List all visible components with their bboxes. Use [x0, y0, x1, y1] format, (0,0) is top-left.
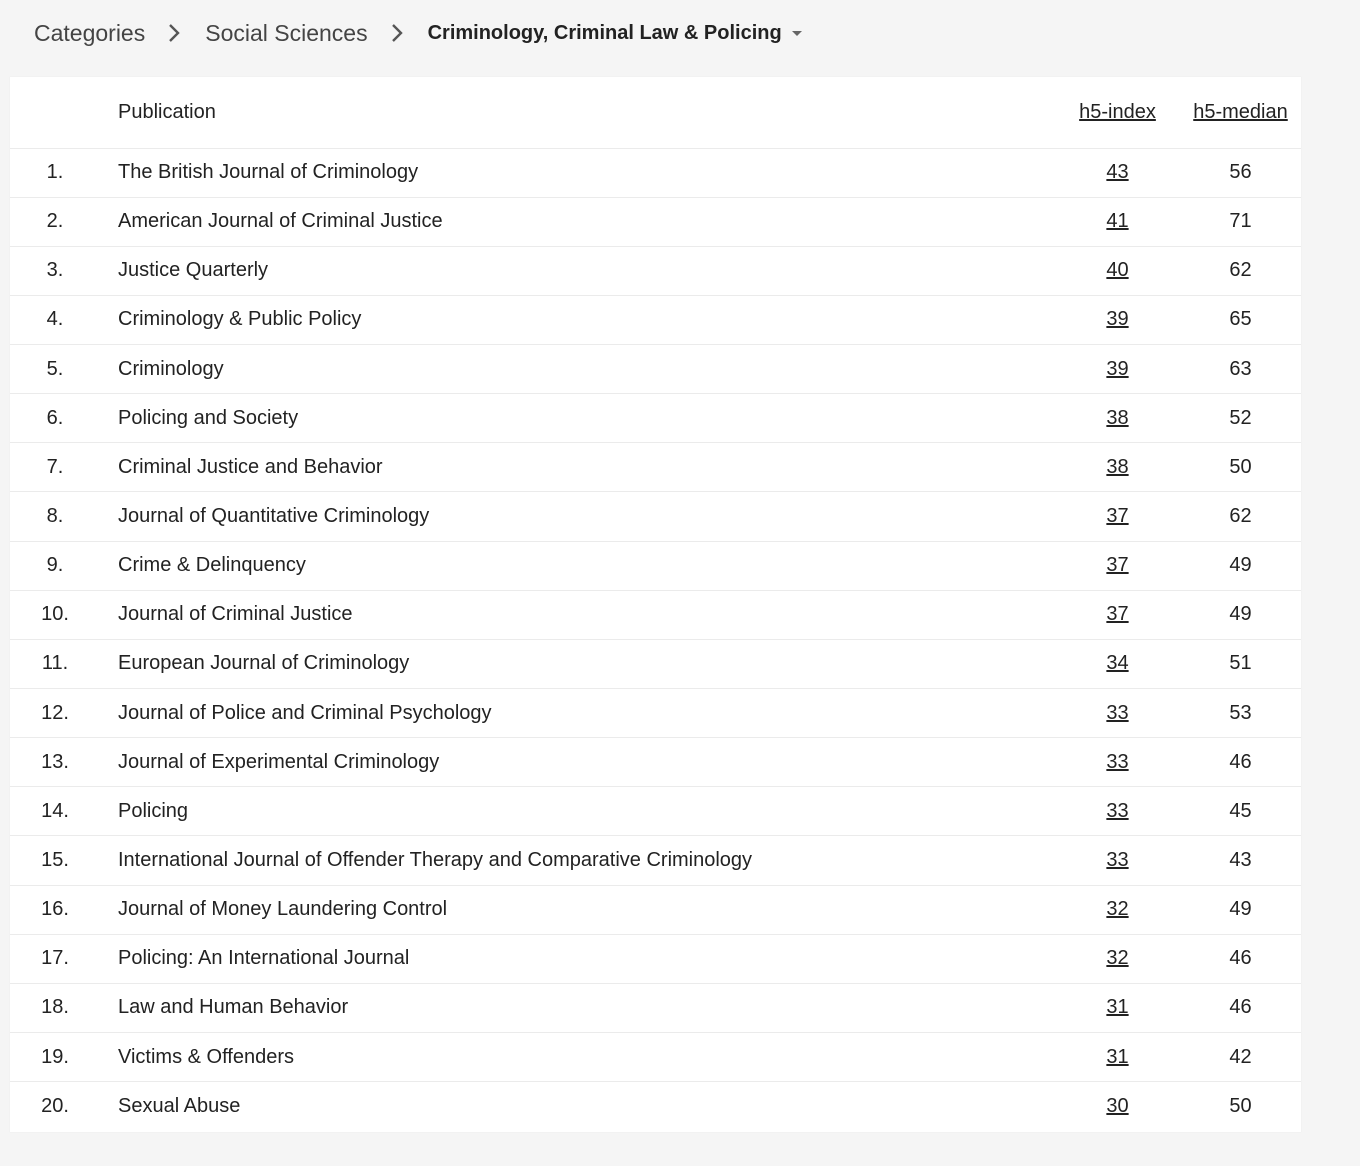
rank-header	[10, 77, 118, 148]
h5-median-cell: 49	[1229, 603, 1252, 626]
h5-index-cell	[1055, 1082, 1180, 1131]
h5-median-cell: 49	[1229, 554, 1252, 577]
h5-median-cell: 71	[1229, 210, 1252, 233]
h5-index-link[interactable]: 37	[1106, 554, 1129, 577]
rank-cell: 19.	[41, 1045, 69, 1068]
breadcrumb	[34, 0, 802, 66]
h5-index-cell	[1055, 787, 1180, 836]
rank-cell: 17.	[41, 947, 69, 970]
table-row	[10, 1082, 1301, 1131]
rank-cell: 11.	[41, 652, 69, 675]
table-row	[10, 934, 1301, 983]
table-row	[10, 689, 1301, 738]
h5-index-cell	[1055, 541, 1180, 590]
table-row	[10, 148, 1301, 197]
table-body	[10, 148, 1301, 1131]
h5-median-cell: 56	[1229, 161, 1252, 184]
h5-index-cell	[1055, 738, 1180, 787]
publication-title[interactable]: Journal of Money Laundering Control	[118, 898, 448, 921]
h5-median-header[interactable]	[1180, 77, 1301, 148]
publication-title[interactable]: Policing: An International Journal	[118, 947, 410, 970]
publication-title[interactable]: Policing	[118, 799, 189, 822]
publication-title[interactable]: Victims & Offenders	[118, 1045, 294, 1068]
publication-title[interactable]: Sexual Abuse	[118, 1094, 241, 1117]
h5-index-link[interactable]: 41	[1106, 210, 1129, 233]
table-row	[10, 197, 1301, 246]
h5-median-cell: 62	[1229, 259, 1252, 282]
rank-cell: 4.	[46, 308, 64, 331]
rank-cell: 2.	[46, 210, 64, 233]
h5-median-cell: 53	[1229, 701, 1252, 724]
chevron-right-icon	[167, 23, 181, 43]
publication-title[interactable]: Law and Human Behavior	[118, 996, 349, 1019]
h5-index-cell	[1055, 983, 1180, 1032]
publications-table	[10, 77, 1301, 1131]
publication-title[interactable]: The British Journal of Criminology	[118, 161, 419, 184]
h5-index-link[interactable]: 31	[1106, 996, 1129, 1019]
h5-index-cell	[1055, 590, 1180, 639]
h5-index-cell	[1055, 934, 1180, 983]
h5-median-cell: 50	[1229, 455, 1252, 478]
h5-index-link[interactable]: 33	[1106, 799, 1129, 822]
h5-median-sort-link[interactable]: h5-median	[1193, 100, 1288, 123]
h5-index-link[interactable]: 34	[1106, 652, 1129, 675]
rank-cell: 9.	[46, 554, 64, 577]
h5-index-cell	[1055, 492, 1180, 541]
h5-index-link[interactable]: 33	[1106, 750, 1129, 773]
h5-index-link[interactable]: 37	[1106, 603, 1129, 626]
h5-index-cell	[1055, 885, 1180, 934]
subcategory-dropdown[interactable]	[428, 22, 802, 45]
rank-cell: 20.	[41, 1094, 69, 1117]
h5-index-link[interactable]: 39	[1106, 357, 1129, 380]
rank-cell: 12.	[41, 701, 69, 724]
h5-median-cell: 46	[1229, 750, 1252, 773]
h5-index-cell	[1055, 345, 1180, 394]
h5-index-cell	[1055, 246, 1180, 295]
caret-down-icon	[792, 31, 802, 36]
rank-cell: 15.	[41, 849, 69, 872]
h5-median-cell: 45	[1229, 799, 1252, 822]
h5-median-cell: 46	[1229, 996, 1252, 1019]
rank-cell: 3.	[46, 259, 64, 282]
h5-index-link[interactable]: 43	[1106, 161, 1129, 184]
table-row	[10, 639, 1301, 688]
table-row	[10, 541, 1301, 590]
table-row	[10, 492, 1301, 541]
publication-header: Publication	[118, 100, 216, 123]
publication-title[interactable]: Journal of Police and Criminal Psychology	[118, 701, 492, 724]
table-row	[10, 836, 1301, 885]
h5-index-link[interactable]: 32	[1106, 947, 1129, 970]
publication-title[interactable]: Journal of Experimental Criminology	[118, 750, 440, 773]
h5-index-link[interactable]: 32	[1106, 898, 1129, 921]
h5-index-cell	[1055, 394, 1180, 443]
rank-cell: 14.	[41, 799, 69, 822]
chevron-right-icon	[390, 23, 404, 43]
table-row	[10, 246, 1301, 295]
publication-title[interactable]: European Journal of Criminology	[118, 652, 410, 675]
h5-index-link[interactable]: 40	[1106, 259, 1129, 282]
rank-cell: 10.	[41, 603, 69, 626]
rank-cell: 18.	[41, 996, 69, 1019]
table-row	[10, 443, 1301, 492]
h5-index-cell	[1055, 639, 1180, 688]
breadcrumb-social-sciences[interactable]: Social Sciences	[205, 19, 368, 46]
table-row	[10, 345, 1301, 394]
rank-cell: 13.	[41, 750, 69, 773]
h5-index-link[interactable]: 31	[1106, 1045, 1129, 1068]
publication-title[interactable]: Criminal Justice and Behavior	[118, 455, 383, 478]
table-row	[10, 885, 1301, 934]
breadcrumb-categories[interactable]: Categories	[34, 19, 146, 46]
subcategory-dropdown-label: Criminology, Criminal Law & Policing	[427, 21, 782, 44]
publication-title[interactable]: Journal of Criminal Justice	[118, 603, 353, 626]
h5-index-link[interactable]: 30	[1106, 1094, 1129, 1117]
table-header-row	[10, 77, 1301, 148]
publication-title[interactable]: Crime & Delinquency	[118, 554, 306, 577]
h5-index-link[interactable]: 33	[1106, 849, 1129, 872]
publication-title[interactable]: Journal of Quantitative Criminology	[118, 505, 430, 528]
publication-title[interactable]: Justice Quarterly	[118, 259, 269, 282]
table-row	[10, 738, 1301, 787]
publication-title[interactable]: International Journal of Offender Therapy and Comparative Criminology	[118, 849, 753, 872]
h5-median-cell: 63	[1229, 357, 1252, 380]
h5-index-cell	[1055, 295, 1180, 344]
publication-title[interactable]: Criminology	[118, 357, 224, 380]
rank-cell: 1.	[46, 161, 64, 184]
publication-title[interactable]: Policing and Society	[118, 406, 299, 429]
h5-median-cell: 43	[1229, 849, 1252, 872]
h5-median-cell: 52	[1229, 406, 1252, 429]
table-row	[10, 590, 1301, 639]
publication-title[interactable]: Criminology & Public Policy	[118, 308, 362, 331]
table-row	[10, 1033, 1301, 1082]
h5-median-cell: 50	[1229, 1094, 1252, 1117]
rank-cell: 8.	[46, 505, 64, 528]
table-row	[10, 983, 1301, 1032]
h5-index-cell	[1055, 1033, 1180, 1082]
rank-cell: 16.	[41, 898, 69, 921]
table-row	[10, 295, 1301, 344]
h5-median-cell: 65	[1229, 308, 1252, 331]
h5-median-cell: 46	[1229, 947, 1252, 970]
h5-index-cell	[1055, 148, 1180, 197]
h5-index-sort-link[interactable]: h5-index	[1079, 100, 1156, 123]
table-row	[10, 394, 1301, 443]
rank-cell: 5.	[46, 357, 64, 380]
h5-index-cell	[1055, 689, 1180, 738]
h5-index-link[interactable]: 33	[1106, 701, 1129, 724]
rank-cell: 7.	[46, 455, 64, 478]
h5-index-cell	[1055, 836, 1180, 885]
h5-index-cell	[1055, 197, 1180, 246]
h5-index-link[interactable]: 37	[1106, 505, 1129, 528]
h5-median-cell: 62	[1229, 505, 1252, 528]
h5-median-cell: 42	[1229, 1045, 1252, 1068]
publication-title[interactable]: American Journal of Criminal Justice	[118, 210, 443, 233]
publications-card	[10, 77, 1301, 1132]
h5-index-header[interactable]	[1055, 77, 1180, 148]
h5-median-cell: 49	[1229, 898, 1252, 921]
h5-index-link[interactable]: 39	[1106, 308, 1129, 331]
h5-index-link[interactable]: 38	[1106, 406, 1129, 429]
rank-cell: 6.	[46, 406, 64, 429]
table-row	[10, 787, 1301, 836]
h5-median-cell: 51	[1229, 652, 1252, 675]
h5-index-cell	[1055, 443, 1180, 492]
h5-index-link[interactable]: 38	[1106, 455, 1129, 478]
